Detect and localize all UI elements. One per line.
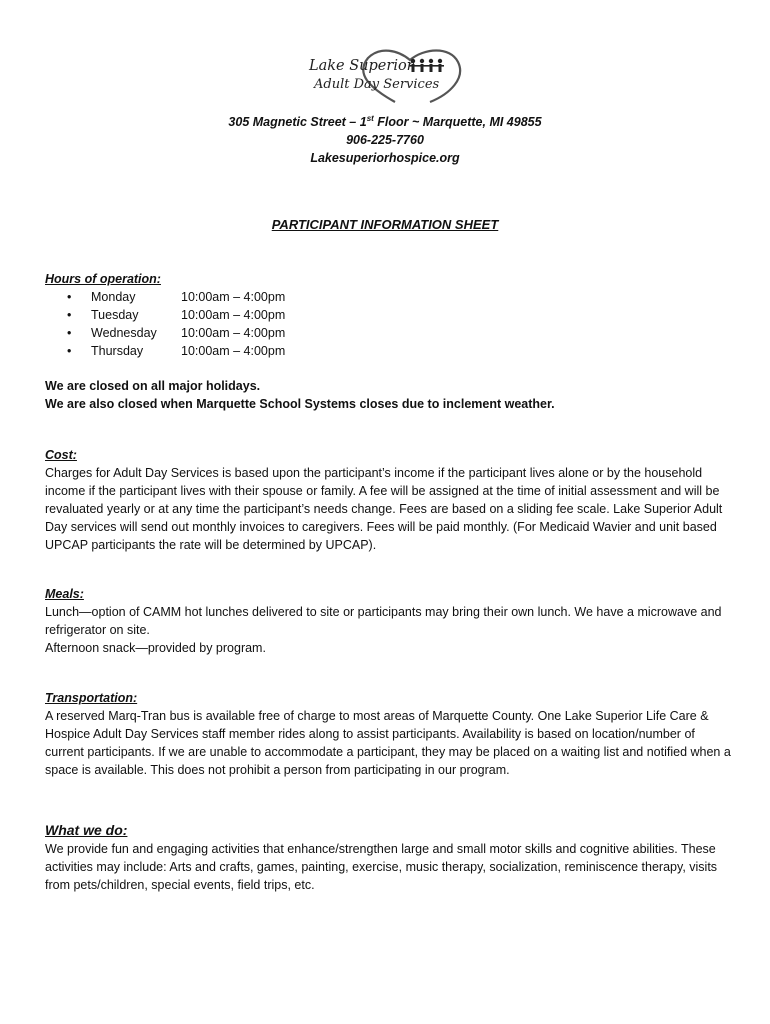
meals-section	[45, 585, 735, 657]
hours-list	[45, 288, 735, 360]
heart-logo-icon	[300, 44, 470, 106]
transportation-section	[45, 689, 735, 779]
bullet-icon: •	[67, 290, 72, 304]
bullet-icon: •	[67, 344, 72, 358]
organization-logo	[300, 44, 470, 106]
phone-number: 906-225-7760	[346, 133, 424, 148]
hours-section	[45, 270, 735, 360]
hours-item	[45, 342, 735, 360]
what-we-do-section	[45, 820, 735, 894]
hours-day: Wednesday	[91, 326, 157, 340]
address: 305 Magnetic Street – 1st Floor ~ Marquette, MI 49855	[228, 114, 542, 130]
transportation-text: A reserved Marq-Tran bus is available free of charge to most areas of Marquette County. One Lake Superior Life Care & Hospice Adult Day Services staff member rides along to assist participants. Availability is based on location/number of current participants. If we are unable to accommodate a participant, they may be placed on a waiting list and notified when a space is available. This does not prohibit a person from participating in our program.	[45, 709, 731, 777]
cost-text: Charges for Adult Day Services is based upon the participant’s income if the participant lives alone or by the household income if the participant lives with their spouse or family. A fee will be assigned at the time of initial assessment and will be revaluated yearly or at any time the participant’s needs change. Fees are based on a sliding fee scale. Lake Superior Adult Day services will send out monthly invoices to caregivers. Fees will be paid monthly. (For Medicaid Wavier and unit based UPCAP participants the rate will be determined by UPCAP).	[45, 466, 723, 552]
website: Lakesuperiorhospice.org	[310, 151, 460, 166]
hours-time: 10:00am – 4:00pm	[181, 344, 286, 358]
hours-item	[45, 288, 735, 306]
closures-weather: We are also closed when Marquette School Systems closes due to inclement weather.	[45, 397, 555, 411]
hours-day: Thursday	[91, 344, 144, 358]
bullet-icon: •	[67, 326, 72, 340]
what-we-do-heading: What we do:	[45, 822, 128, 838]
hours-heading: Hours of operation:	[45, 272, 161, 286]
people-figures-icon	[409, 59, 444, 72]
logo-text-subtitle: Adult Day Services	[314, 77, 440, 92]
closures-holidays: We are closed on all major holidays.	[45, 379, 261, 393]
cost-heading: Cost:	[45, 448, 77, 462]
closures-section	[45, 377, 735, 413]
hours-time: 10:00am – 4:00pm	[181, 308, 286, 322]
cost-section	[45, 446, 735, 554]
hours-item	[45, 324, 735, 342]
meals-heading: Meals:	[45, 587, 84, 601]
meals-lunch: Lunch—option of CAMM hot lunches delivered to site or participants may bring their own lunch. We have a microwave and refrigerator on site.	[45, 605, 722, 637]
hours-time: 10:00am – 4:00pm	[181, 290, 286, 304]
page-title: PARTICIPANT INFORMATION SHEET	[271, 217, 499, 232]
bullet-icon: •	[67, 308, 72, 322]
hours-day: Monday	[91, 290, 136, 304]
transportation-heading: Transportation:	[45, 691, 138, 705]
logo-text-name: Lake Superior	[309, 58, 414, 74]
what-we-do-text: We provide fun and engaging activities that enhance/strengthen large and small motor skills and cognitive abilities. These activities may include: Arts and crafts, games, painting, exercise, music therapy, socialization, reminiscence therapy, visits from pets/children, special events, field trips, etc.	[45, 842, 718, 892]
hours-item	[45, 306, 735, 324]
hours-day: Tuesday	[91, 308, 139, 322]
hours-time: 10:00am – 4:00pm	[181, 326, 286, 340]
meals-snack: Afternoon snack—provided by program.	[45, 641, 266, 655]
contact-header	[0, 110, 770, 167]
